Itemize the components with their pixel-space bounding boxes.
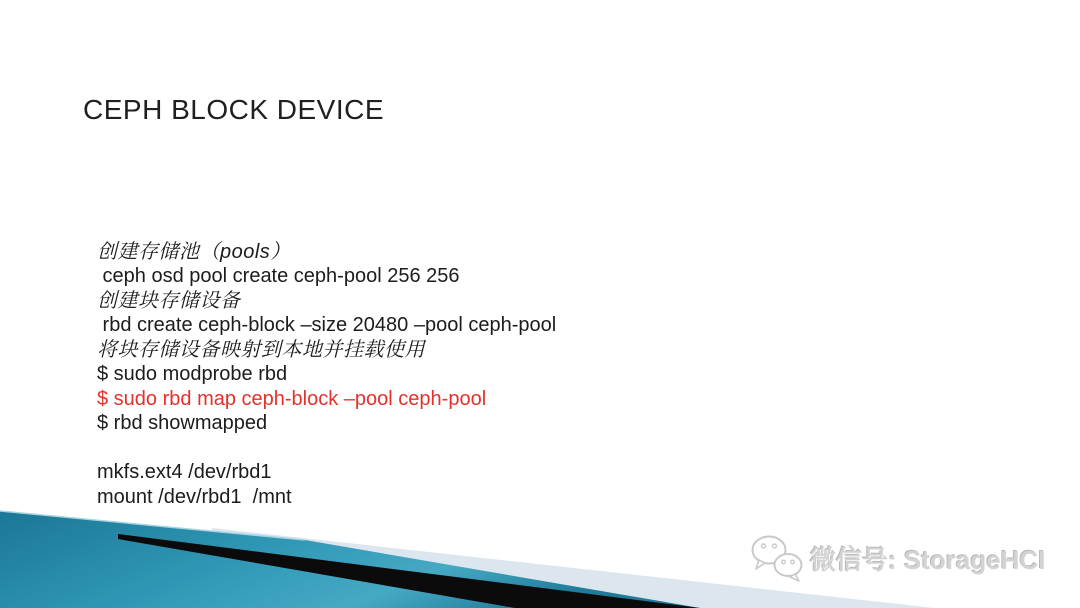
slide-text-line: $ sudo modprobe rbd (97, 363, 288, 385)
watermark-label: 微信号: StorageHCI (810, 544, 1046, 575)
slide-body (97, 166, 556, 509)
slide-title: CEPH BLOCK DEVICE (83, 94, 385, 125)
watermark (750, 530, 1060, 586)
slide-text-line: $ rbd showmapped (97, 412, 268, 434)
slide-text-line: ceph osd pool create ceph-pool 256 256 (97, 265, 460, 287)
slide-text-line: 创建存储池（pools） (97, 240, 291, 263)
slide-text-line: mkfs.ext4 /dev/rbd1 (97, 461, 272, 483)
slide-text-line: mount /dev/rbd1 /mnt (97, 485, 292, 508)
slide-text-line: 创建块存储设备 (97, 289, 241, 312)
wechat-icon (750, 533, 804, 583)
slide-text-line: $ sudo rbd map ceph-block –pool ceph-pool (97, 387, 487, 410)
slide-text-line (97, 436, 556, 461)
slide-text-line: 将块存储设备映射到本地并挂载使用 (97, 338, 425, 361)
slide-text-line: rbd create ceph-block –size 20480 –pool ceph-pool (97, 314, 557, 336)
teal-wedge (0, 511, 700, 608)
